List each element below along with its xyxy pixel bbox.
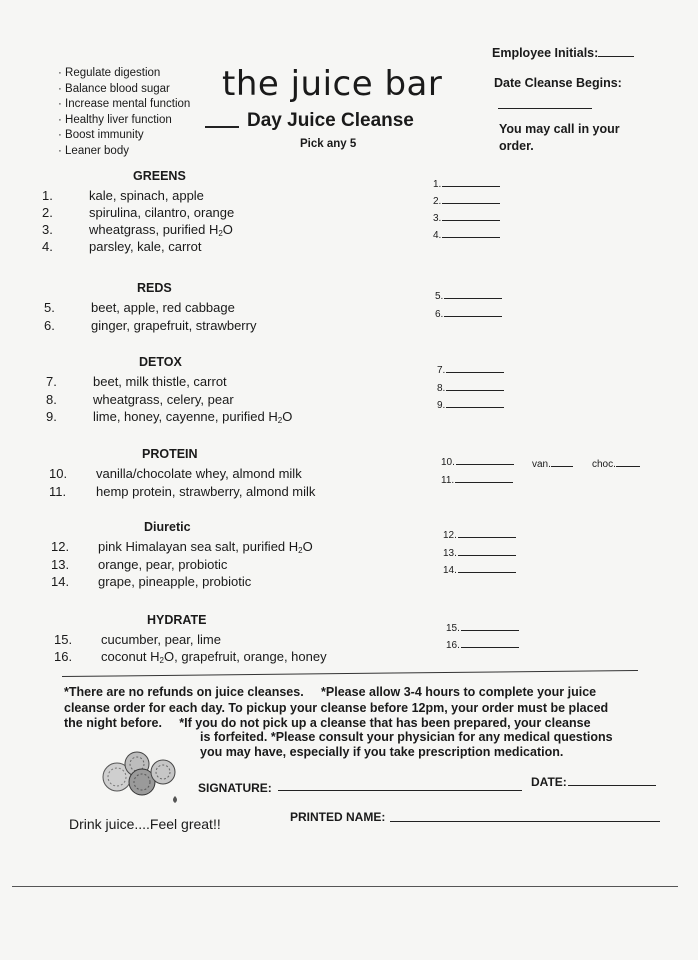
menu-item: [51, 556, 228, 572]
menu-item-subscript: 2: [159, 656, 164, 665]
days-blank[interactable]: [205, 126, 239, 128]
menu-item: [54, 632, 221, 647]
order-blank[interactable]: [437, 400, 504, 411]
order-blank-number: 1.: [433, 179, 442, 190]
menu-item-number: 3.: [42, 222, 53, 237]
menu-item-text: hemp protein, strawberry, almond milk: [96, 484, 316, 499]
order-blank[interactable]: [443, 530, 516, 541]
order-blank-line[interactable]: [461, 647, 519, 648]
menu-item-number: 10.: [49, 466, 68, 481]
order-blank-number: 4.: [433, 230, 442, 241]
menu-item: [46, 391, 234, 407]
menu-item-text-end: O: [302, 539, 313, 554]
order-blank[interactable]: [441, 457, 514, 468]
order-blank-line[interactable]: [442, 237, 500, 238]
benefit-item: · Healthy liver function: [58, 113, 190, 129]
order-blank-number: 14.: [443, 565, 457, 576]
order-blank[interactable]: [435, 291, 502, 302]
menu-item-number: 7.: [46, 374, 57, 389]
order-blank[interactable]: [433, 196, 500, 207]
menu-item-number: 1.: [42, 188, 53, 203]
order-blank-line[interactable]: [455, 482, 513, 483]
menu-item-subscript: 2: [277, 416, 283, 425]
date-begins-label: Date Cleanse Begins:: [494, 76, 622, 90]
order-blank[interactable]: [441, 475, 513, 486]
order-blank-line[interactable]: [444, 298, 502, 299]
fruit-logo-icon: [97, 744, 183, 804]
menu-item-text-end: O, grapefruit, orange, honey: [164, 649, 327, 664]
menu-item: [42, 205, 235, 220]
order-blank-number: 3.: [433, 213, 442, 224]
order-blank[interactable]: [437, 365, 504, 376]
section-heading: DETOX: [139, 355, 182, 369]
note-line3: [64, 716, 591, 731]
menu-item-text: wheatgrass, purified H: [89, 222, 219, 237]
order-blank-line[interactable]: [461, 630, 519, 631]
order-blank-number: 10.: [441, 457, 455, 468]
menu-item-text: beet, apple, red cabbage: [91, 300, 235, 315]
menu-item-number: 12.: [51, 539, 70, 554]
benefit-item: · Regulate digestion: [58, 66, 190, 82]
menu-item: [42, 222, 233, 238]
order-blank-number: 6.: [435, 309, 444, 320]
order-blank-number: 16.: [446, 640, 460, 651]
order-blank-line[interactable]: [442, 186, 500, 187]
menu-item-number: 2.: [42, 205, 53, 220]
chocolate-field[interactable]: [616, 466, 640, 467]
page-subtitle: Pick any 5: [300, 138, 357, 150]
menu-item-number: 15.: [54, 632, 73, 647]
order-blank-line[interactable]: [442, 203, 500, 204]
order-blank-line[interactable]: [446, 372, 504, 373]
employee-initials-label: Employee Initials:: [492, 46, 599, 60]
menu-item: [46, 409, 293, 425]
printed-name-label: PRINTED NAME:: [290, 810, 386, 824]
order-blank-line[interactable]: [442, 220, 500, 221]
menu-item-text: pink Himalayan sea salt, purified H: [98, 539, 299, 554]
order-blank[interactable]: [446, 623, 519, 634]
order-blank[interactable]: [433, 230, 500, 241]
order-blank[interactable]: [437, 383, 504, 394]
order-blank-line[interactable]: [458, 555, 516, 556]
menu-item-number: 16.: [54, 649, 73, 664]
menu-item-number: 6.: [44, 318, 55, 333]
date-field[interactable]: [568, 785, 656, 786]
menu-item-text: kale, spinach, apple: [89, 188, 204, 203]
section-heading: Diuretic: [144, 520, 191, 534]
order-blank-number: 9.: [437, 400, 446, 411]
menu-item-number: 8.: [46, 391, 57, 407]
menu-item-subscript: 2: [298, 546, 303, 555]
section-divider: [62, 670, 638, 677]
benefit-item: · Increase mental function: [58, 97, 190, 113]
date-begins-field[interactable]: [498, 108, 592, 109]
menu-item-text: coconut H: [101, 649, 160, 664]
order-blank-line[interactable]: [446, 407, 504, 408]
order-blank-number: 7.: [437, 365, 446, 376]
menu-item-text: orange, pear, probiotic: [98, 556, 228, 572]
order-blank[interactable]: [446, 640, 519, 651]
menu-item-text: wheatgrass, celery, pear: [93, 391, 234, 407]
tagline: Drink juice....Feel great!!: [69, 816, 221, 832]
order-blank[interactable]: [433, 179, 500, 190]
order-blank-line[interactable]: [446, 390, 504, 391]
menu-item-text: vanilla/chocolate whey, almond milk: [96, 466, 302, 481]
menu-item: [44, 318, 257, 333]
benefit-item: · Balance blood sugar: [58, 82, 190, 98]
order-blank[interactable]: [435, 309, 502, 320]
menu-item-number: 14.: [51, 574, 70, 589]
menu-item-number: 11.: [49, 484, 67, 499]
note-allow-hours: *Please allow 3-4 hours to complete your juice: [321, 685, 597, 699]
menu-item: [46, 374, 227, 389]
benefit-item: · Leaner body: [58, 144, 190, 160]
menu-item-text: lime, honey, cayenne, purified H: [93, 409, 278, 424]
menu-item-text-end: O: [222, 222, 233, 237]
menu-item: [49, 466, 302, 481]
menu-item: [51, 574, 252, 589]
order-blank[interactable]: [433, 213, 500, 224]
order-blank-line[interactable]: [458, 572, 516, 573]
signature-field[interactable]: [278, 790, 522, 791]
menu-item-text: grape, pineapple, probiotic: [98, 574, 252, 589]
menu-item: [51, 539, 313, 555]
signature-row: [198, 781, 272, 795]
vanilla-field[interactable]: [551, 466, 573, 467]
menu-item: [49, 484, 316, 499]
menu-item: [54, 649, 327, 665]
menu-item-number: 9.: [46, 409, 57, 424]
menu-item-text: ginger, grapefruit, strawberry: [91, 318, 257, 333]
title-text: Day Juice Cleanse: [247, 110, 414, 131]
note-night-before: the night before.: [64, 716, 162, 730]
order-blank-line[interactable]: [444, 316, 502, 317]
section-heading: GREENS: [133, 169, 186, 183]
note-no-refunds: *There are no refunds on juice cleanses.: [64, 685, 304, 699]
order-blank-number: 12.: [443, 530, 457, 541]
menu-item-number: 4.: [42, 239, 53, 254]
employee-initials: [492, 46, 634, 60]
menu-item: [42, 188, 204, 203]
printed-name-field[interactable]: [390, 821, 660, 822]
menu-item-text: parsley, kale, carrot: [89, 239, 202, 254]
menu-item-number: 5.: [44, 300, 55, 315]
signature-label: SIGNATURE:: [198, 781, 272, 795]
order-blank-number: 8.: [437, 382, 446, 394]
note-line2: cleanse order for each day. To pickup your cleanse before 12pm, your order must be placed: [64, 701, 609, 715]
benefit-item: · Boost immunity: [58, 128, 190, 144]
order-blank-line[interactable]: [458, 537, 516, 538]
date-label: DATE:: [531, 775, 567, 789]
order-blank[interactable]: [443, 565, 516, 576]
vanilla-label: van.: [532, 459, 551, 470]
order-blank-line[interactable]: [456, 464, 514, 465]
order-blank-number: 2.: [433, 196, 442, 207]
menu-item: [42, 239, 202, 254]
order-blank-number: 15.: [446, 623, 460, 634]
page-title: [205, 110, 414, 132]
call-note-line2: order.: [499, 139, 534, 153]
section-heading: REDS: [137, 281, 172, 295]
order-blank-number: 5.: [435, 291, 444, 302]
note-line1: [64, 685, 596, 700]
call-note-line1: You may call in your: [499, 122, 620, 136]
chocolate-option[interactable]: [592, 459, 640, 470]
menu-item-subscript: 2: [218, 229, 223, 238]
menu-item-text-end: O: [282, 409, 293, 424]
vanilla-option[interactable]: [532, 459, 573, 470]
benefits-list: [58, 66, 190, 160]
section-heading: HYDRATE: [147, 613, 207, 627]
bottom-rule: [12, 886, 678, 887]
menu-item-text: spirulina, cilantro, orange: [89, 205, 235, 220]
order-blank-number: 11.: [441, 475, 455, 486]
note-line4: is forfeited. *Please consult your physician for any medical questions: [200, 730, 613, 744]
employee-initials-field[interactable]: [598, 56, 634, 57]
order-blank[interactable]: [443, 548, 516, 559]
menu-item-text: cucumber, pear, lime: [101, 632, 221, 647]
order-blank-number: 13.: [443, 547, 457, 559]
note-pickup: *If you do not pick up a cleanse that has been prepared, your cleanse: [179, 716, 591, 730]
menu-item: [44, 300, 235, 315]
note-line5: you may have, especially if you take prescription medication.: [200, 745, 564, 759]
menu-item-text: beet, milk thistle, carrot: [93, 374, 227, 389]
menu-item-number: 13.: [51, 556, 70, 572]
section-heading: PROTEIN: [142, 447, 198, 461]
chocolate-label: choc.: [592, 459, 616, 470]
brand-logo-text: the juice bar: [222, 64, 443, 104]
